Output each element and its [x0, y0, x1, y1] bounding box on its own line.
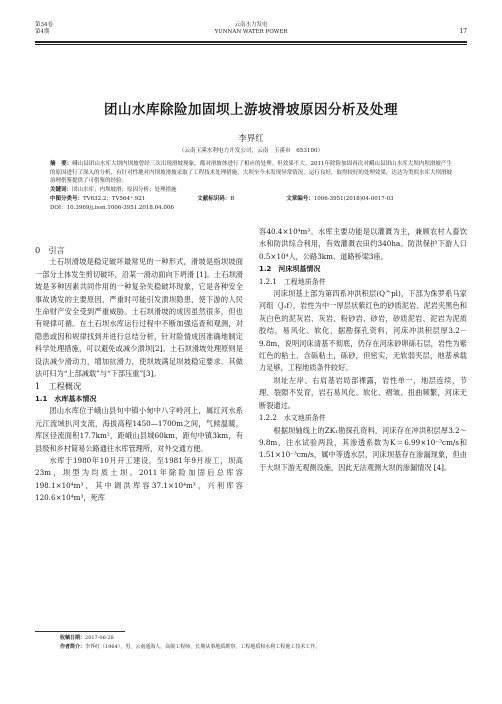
section-heading-intro: 0 引言 — [35, 245, 65, 255]
paragraph-location: 团山水库位于峨山县句中镇小甸中八字岭河上，属红河水系元江流域扒河支流，海拔高程1450—1700m之间，气候温暖，库区径流面积17.7km²，距峨山县城60km，距句中镇3km，有县级和乡村简易公路通往水库管理所，对外交通方便。 — [35, 406, 243, 453]
paragraph-construction: 水库于1980年10月开工建设，至1981年9月竣工，坝高23m，坝型为均质土坝。2011年除险加固后总库容198.1×10⁴m³，其中调洪库容37.1×10⁴m³，兴利库容120.6×10⁴m³，死库 — [35, 455, 243, 503]
subsection-heading-basic: 1.1 水库基本情况 — [35, 394, 97, 403]
doc-code-value: B — [230, 195, 235, 202]
header-rule-thin — [35, 44, 467, 45]
clc-label: 中图分类号： — [50, 195, 84, 202]
footnote-rule — [35, 631, 125, 632]
received-value: 2017-06-28 — [85, 635, 114, 641]
keywords-label: 关键词： — [50, 187, 73, 194]
subsubsection-heading-engineering-geology: 1.2.1 工程地质条件 — [259, 277, 326, 286]
received-label: 收稿日期： — [60, 635, 86, 641]
author-name: 李界红 — [238, 134, 264, 144]
classification-row — [50, 195, 452, 204]
paragraph-intro: 土石坝滑坡是稳定破坏最常见的一种形式，滑坡是指坝坡面一部分土体发生剪切破坏，沿某一滑动面向下坍滑 [1]。土石坝滑坡是多种因素共同作用的一种复杂失稳破坏现象，它是各种安全事故诱发的主要原因，严重时可能引发溃坝隐患，使下游的人民生命财产安全受到严重威胁。土石坝滑坡的成因虽然很多，但也有规律可循。在土石坝水库运行过程中不断加强巡查和观测，对隐患或因和规律找到并进行总结分析，针对险情成因准确地制定科学处理措施，可以避免或减少溃坝[2]。土石坝滑坡处理原则是设法减少滑动力，增加抗滑力，使坝坡满足坝坡稳定要求。其做法可归为“上部减载”与“下部压重”[3]。 — [35, 257, 243, 379]
author-bio-label: 作者简介： — [60, 644, 86, 650]
paragraph-abutment: 坝址左岸、右肩基岩局部裸露，岩性单一，地层连续，节理、裂隙不发育，岩石易风化、软化、褶皱、扭曲频繁，河床无断裂通过。 — [259, 375, 467, 410]
paragraph-geology: 河床坝基上部为第四系冲洪积层(Q^pl)，下部为侏罗系马家河组（J₁f），岩性为中一厚层状紫红色的砂质泥岩、泥岩夹黑色和灰白色的泥灰岩、灰岩、粉砂岩、砂岩，砂质泥岩、泥岩为泥质胶结，易风化、软化，据勘探孔资料，河床冲洪积层厚3.2－9.8m，说明河床清基不彻底，仍存在河床砂卵砾石层，岩性为紫红色的粘土、含砾粘土，砾砂，但密实，无软弱夹层，地基承载力足够，工程地质条件较好。 — [259, 289, 467, 373]
doi: DOI：10.3969/j.issn.1006-3951.2018.04.006 — [50, 204, 174, 211]
right-column — [259, 226, 467, 474]
section-heading-overview: 1 工程概况 — [35, 381, 82, 392]
running-header — [35, 22, 467, 42]
article-no-label: 文章编号： — [286, 195, 314, 202]
received-date — [60, 634, 460, 643]
article-metadata — [50, 160, 452, 212]
abstract — [50, 160, 452, 186]
clc-value: TV632.2；TV564⁺.921 — [83, 195, 146, 202]
keywords-text: 团山水库；内坝坡滑；原因分析；处理措施 — [72, 187, 177, 194]
abstract-label: 摘 要： — [50, 161, 73, 167]
article-no-value: 1006-3951(2018)04-0017-03 — [313, 195, 394, 202]
issue: 第4期 — [35, 29, 50, 35]
abstract-text: 峨山县团山水库大坝内坝坡曾经三次出现滑坡现象，都对滑坡体进行了相应的处理。但效果不大。2011年除险加固再次对峨山县团山水库大坝内坝滑坡产生的原因进行了深入的分析，有针对性地对内坝坡滑坡采取了工程技术处理措施，大坝至今未发现异常情况，运行良好，取得较好的处理效果，达达为类似水库大坝滑坡治理借鉴提供了可借鉴的经验。 — [50, 161, 452, 185]
subsection-heading-geology: 1.2 河床坝基情况 — [259, 265, 321, 274]
keywords — [50, 186, 452, 195]
journal-name — [35, 22, 467, 36]
author-bio-text: 李界红（1964），男，云南通海人，高级工程师，长期从事地质勘察、工程地质和水利工程施工技术工作。 — [85, 644, 321, 650]
page-number: 17 — [459, 28, 467, 35]
header-rule-thick — [35, 41, 467, 43]
journal-name-en: YUNNAN WATER POWER — [214, 29, 288, 35]
journal-name-cn: 云南水力发电 — [234, 22, 268, 28]
paragraph-hydrogeology: 根据坝轴线上的ZK₁勘探孔资料，河床存在冲洪积层厚3.2～9.8m，注水试验两段，其渗透系数为K＝6.99×10⁻³cm/s和1.51×10⁻³cm/s，属中等透水层，河床坝基存在渗漏现象，但由于大坝下游无观测设施，因此无法观测大坝的渗漏情况 [4]。 — [259, 425, 467, 472]
left-column — [35, 244, 243, 505]
paragraph-continued: 容40.4×10⁴m³。水库主要功能是以灌溉为主，兼顾农村人畜饮水和防洪综合利用，有效灌溉农田约340ha。防洪保护下游人口0.5×10⁴人，公路3km、道路桥梁3座。 — [259, 227, 467, 261]
volume: 第34卷 — [35, 22, 53, 28]
subsubsection-heading-hydrogeology: 1.2.2 水文地质条件 — [259, 414, 326, 423]
author-bio — [60, 643, 460, 652]
article-title: 团山水库除险加固坝上游坡滑坡原因分析及处理 — [104, 102, 398, 118]
author-affiliation: （云南玉溪水利电力开发公司，云南 玉溪市 653100） — [178, 148, 324, 154]
footnote — [60, 634, 460, 652]
doc-code-label: 文献标识码： — [197, 195, 231, 202]
